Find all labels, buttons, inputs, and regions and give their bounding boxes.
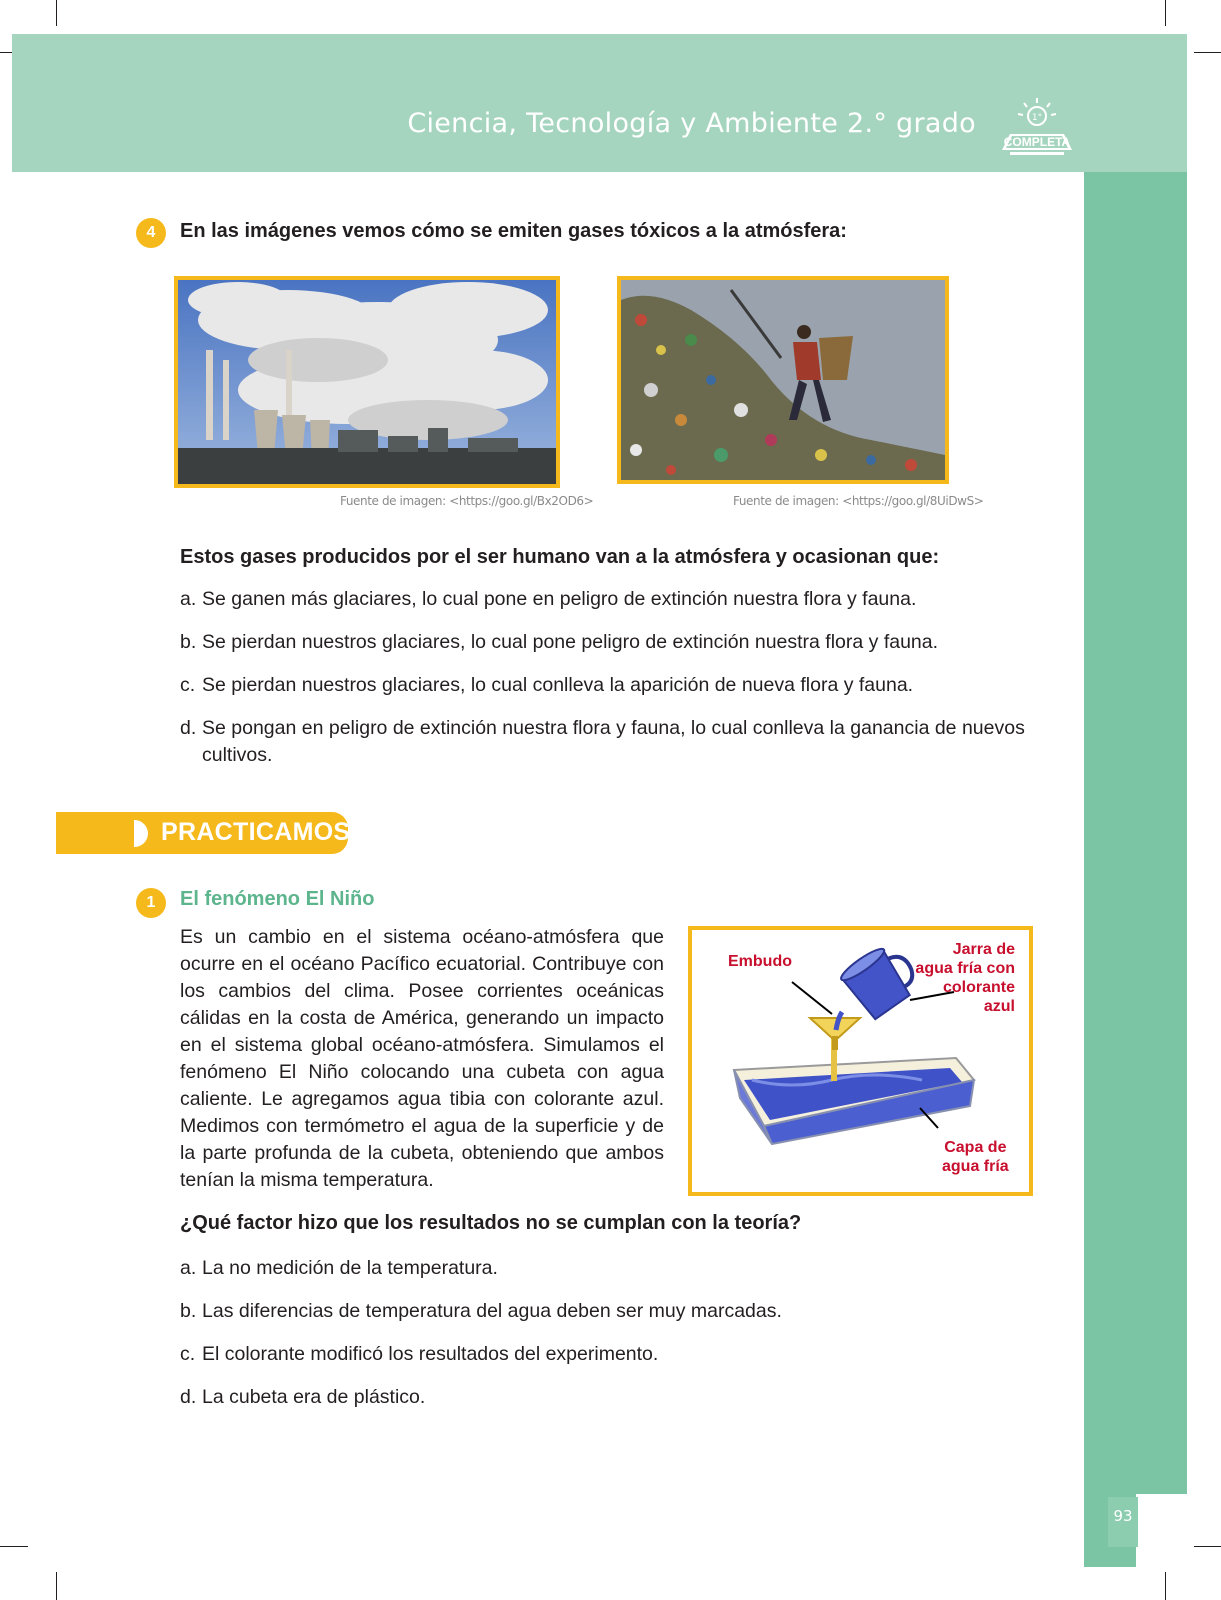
- crop-mark: [1165, 1572, 1166, 1600]
- label-layer-line: Capa de: [944, 1139, 1007, 1156]
- crop-mark: [56, 1572, 57, 1600]
- label-cold-layer: [942, 1138, 1009, 1176]
- option-text: Se pierdan nuestros glaciares, lo cual conlleva la aparición de nueva flora y fauna.: [202, 674, 914, 696]
- label-jar-line: colorante: [942, 979, 1015, 996]
- svg-text:COMPLETA: COMPLETA: [1003, 135, 1071, 149]
- answer-option-d[interactable]: [180, 715, 1040, 769]
- option-letter: a.: [180, 1257, 197, 1279]
- option-letter: a.: [180, 588, 197, 610]
- question-number-badge: 1: [136, 888, 166, 918]
- crop-mark: [1194, 1546, 1221, 1547]
- option-letter: c.: [180, 674, 196, 696]
- landfill-worker-icon: [621, 280, 945, 480]
- crop-mark: [56, 0, 57, 26]
- answer-option-b[interactable]: [180, 629, 1040, 656]
- question-prompt: ¿Qué factor hizo que los resultados no se cumplan con la teoría?: [180, 1212, 802, 1234]
- side-band: [1084, 172, 1187, 1567]
- factory-smoke-photo: [174, 276, 560, 488]
- answer-option-a[interactable]: [180, 586, 1040, 613]
- page-number: 93: [1108, 1497, 1138, 1547]
- option-text-continued: cultivos.: [202, 744, 273, 766]
- answer-option-c[interactable]: [180, 672, 1040, 699]
- answer-option-d[interactable]: [180, 1384, 1040, 1411]
- option-text: La no medición de la temperatura.: [202, 1257, 498, 1279]
- landfill-worker-photo: [617, 276, 949, 484]
- crop-mark: [1194, 52, 1221, 53]
- crop-mark: [1165, 0, 1166, 26]
- question-prompt: Estos gases producidos por el ser humano van a la atmósfera y ocasionan que:: [180, 546, 940, 568]
- label-jar: [915, 940, 1015, 1016]
- answer-option-a[interactable]: [180, 1255, 1040, 1282]
- option-letter: d.: [180, 717, 197, 739]
- option-text: Se pierdan nuestros glaciares, lo cual pone peligro de extinción nuestra flora y fauna.: [202, 631, 939, 653]
- svg-text:1°: 1°: [1031, 113, 1043, 123]
- option-letter: d.: [180, 1386, 197, 1408]
- section-title: PRACTICAMOS: [161, 818, 351, 846]
- side-band-notch: [1136, 1494, 1187, 1567]
- image-caption: Fuente de imagen: <https://goo.gl/Bx2OD6>: [340, 494, 594, 508]
- option-letter: c.: [180, 1343, 196, 1365]
- label-funnel: Embudo: [728, 953, 792, 970]
- el-nino-experiment-diagram: [688, 926, 1033, 1196]
- paragraph: Es un cambio en el sistema océano-atmósfera que ocurre en el océano Pacífico ecuatorial. Contribuye con los cambios del clima. Posee corrientes oceánicas cálidas en la costa de América, generando un impacto en el sistema global océano-atmósfera. Simulamos el fenómeno El Niño colocando una cubeta con agua caliente. Le agregamos agua tibia con colorante azul. Medimos con termómetro el agua de la superficie y de la parte profunda de la cubeta, obteniendo que ambos tenían la misma temperatura.: [180, 926, 664, 1191]
- question-number-badge: 4: [136, 218, 166, 248]
- answer-option-b[interactable]: [180, 1298, 1040, 1325]
- jornada-escolar-completa-logo-icon: [998, 96, 1076, 158]
- image-caption: Fuente de imagen: <https://goo.gl/8UiDwS>: [733, 494, 984, 508]
- label-layer-line: agua fría: [942, 1158, 1009, 1175]
- label-jar-line: Jarra de: [952, 941, 1015, 958]
- option-text: Las diferencias de temperatura del agua deben ser muy marcadas.: [202, 1300, 782, 1322]
- option-text: La cubeta era de plástico.: [202, 1386, 426, 1408]
- factory-smoke-icon: [178, 280, 556, 484]
- option-letter: b.: [180, 631, 197, 653]
- option-letter: b.: [180, 1300, 197, 1322]
- option-text: El colorante modificó los resultados del experimento.: [202, 1343, 659, 1365]
- answer-option-c[interactable]: [180, 1341, 1040, 1368]
- question-title: En las imágenes vemos cómo se emiten gases tóxicos a la atmósfera:: [180, 220, 847, 242]
- label-jar-line: azul: [983, 998, 1015, 1015]
- option-text: Se pongan en peligro de extinción nuestra flora y fauna, lo cual conlleva la ganancia de nuevos: [202, 717, 1025, 739]
- header-title: Ciencia, Tecnología y Ambiente 2.° grado: [407, 108, 976, 139]
- question-title: El fenómeno El Niño: [180, 888, 375, 910]
- option-text: Se ganen más glaciares, lo cual pone en peligro de extinción nuestra flora y fauna.: [202, 588, 917, 610]
- label-jar-line: agua fría con: [915, 960, 1015, 977]
- crop-mark: [0, 1546, 28, 1547]
